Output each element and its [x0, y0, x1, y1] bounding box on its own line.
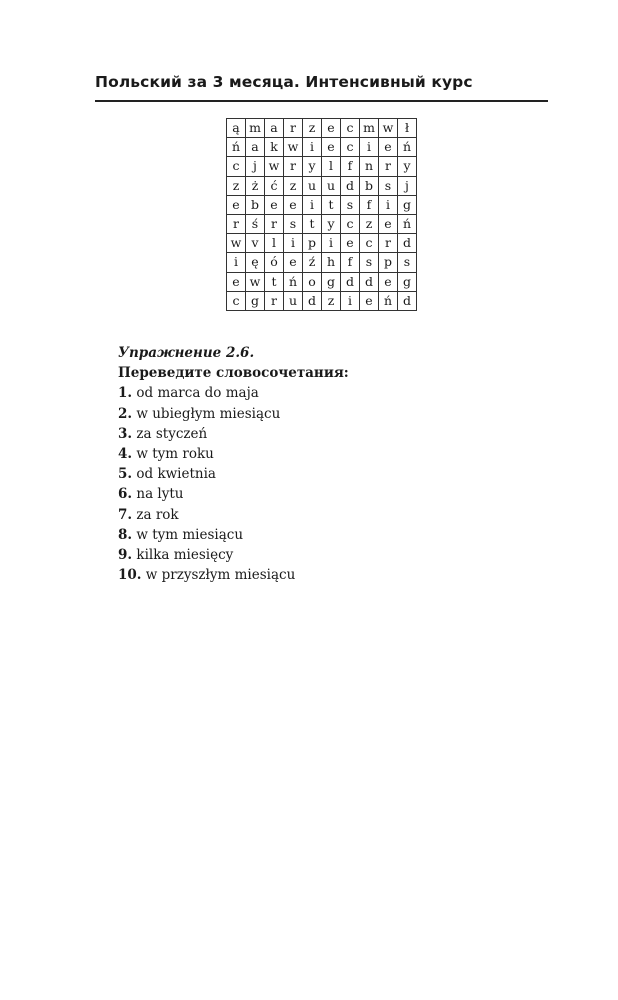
grid-cell: ł [398, 119, 417, 138]
list-item [118, 424, 349, 444]
list-item [118, 525, 349, 545]
grid-cell: w [284, 138, 303, 157]
grid-cell: u [284, 291, 303, 310]
grid-cell: i [303, 138, 322, 157]
grid-cell: f [360, 195, 379, 214]
grid-cell: n [360, 157, 379, 176]
grid-cell: a [265, 119, 284, 138]
grid-cell: r [265, 214, 284, 233]
grid-cell: g [322, 272, 341, 291]
item-number: 4. [118, 446, 133, 463]
grid-cell: t [303, 214, 322, 233]
grid-cell: y [322, 214, 341, 233]
grid-cell: ą [227, 119, 246, 138]
grid-cell: e [265, 195, 284, 214]
item-number: 10. [118, 567, 142, 584]
grid-row [227, 119, 417, 138]
grid-cell: c [341, 138, 360, 157]
grid-cell: z [322, 291, 341, 310]
grid-cell: u [322, 176, 341, 195]
grid-cell: f [341, 253, 360, 272]
grid-cell: ń [398, 214, 417, 233]
word-search-grid [226, 118, 417, 311]
list-item [118, 545, 349, 565]
grid-cell: r [227, 214, 246, 233]
item-number: 8. [118, 526, 133, 543]
grid-cell: r [284, 119, 303, 138]
grid-cell: z [360, 214, 379, 233]
grid-cell: b [246, 195, 265, 214]
grid-cell: i [303, 195, 322, 214]
item-number: 6. [118, 486, 133, 503]
grid-cell: s [360, 253, 379, 272]
grid-cell: g [246, 291, 265, 310]
exercise-list [118, 383, 349, 585]
grid-row [227, 138, 417, 157]
grid-cell: ć [265, 176, 284, 195]
grid-cell: i [341, 291, 360, 310]
grid-cell: d [341, 272, 360, 291]
grid-cell: r [379, 157, 398, 176]
item-number: 5. [118, 466, 133, 483]
grid-row [227, 195, 417, 214]
grid-cell: c [360, 234, 379, 253]
grid-cell: c [341, 214, 360, 233]
grid-cell: z [284, 176, 303, 195]
exercise [118, 343, 349, 585]
grid-cell: e [379, 138, 398, 157]
list-item [118, 505, 349, 525]
grid-cell: d [360, 272, 379, 291]
grid-cell: ó [265, 253, 284, 272]
item-text: w tym roku [136, 446, 214, 463]
grid-cell: ę [246, 253, 265, 272]
grid-cell: w [379, 119, 398, 138]
grid-cell: s [341, 195, 360, 214]
grid-cell: r [265, 291, 284, 310]
grid-cell: b [360, 176, 379, 195]
grid-cell: s [379, 176, 398, 195]
running-header: Польский за 3 месяца. Интенсивный курс [95, 73, 473, 91]
header-rule [95, 100, 548, 102]
grid-row [227, 272, 417, 291]
item-text: w ubiegłym miesiącu [136, 405, 281, 422]
grid-cell: g [398, 195, 417, 214]
grid-cell: ś [246, 214, 265, 233]
grid-cell: e [284, 253, 303, 272]
grid-row [227, 234, 417, 253]
grid-cell: l [265, 234, 284, 253]
grid-cell: o [303, 272, 322, 291]
item-number: 2. [118, 405, 133, 422]
grid-cell: p [379, 253, 398, 272]
grid-cell: l [322, 157, 341, 176]
grid-cell: w [227, 234, 246, 253]
list-item [118, 484, 349, 504]
grid-cell: e [360, 291, 379, 310]
item-text: za rok [136, 506, 179, 523]
exercise-title: Упражнение 2.6. [118, 345, 255, 361]
grid-cell: ń [398, 138, 417, 157]
grid-row [227, 291, 417, 310]
grid-cell: s [284, 214, 303, 233]
grid-cell: t [265, 272, 284, 291]
item-text: za styczeń [136, 425, 208, 442]
list-item [118, 383, 349, 403]
grid-cell: a [246, 138, 265, 157]
grid-cell: y [398, 157, 417, 176]
grid-cell: c [227, 291, 246, 310]
grid-cell: e [322, 119, 341, 138]
grid-cell: i [322, 234, 341, 253]
grid-cell: z [227, 176, 246, 195]
item-text: od marca do maja [136, 385, 259, 402]
grid-cell: r [284, 157, 303, 176]
item-text: kilka miesięcy [136, 547, 234, 564]
grid-cell: ń [379, 291, 398, 310]
item-number: 3. [118, 425, 133, 442]
grid-cell: i [284, 234, 303, 253]
grid-row [227, 176, 417, 195]
grid-cell: d [398, 291, 417, 310]
item-number: 1. [118, 385, 133, 402]
grid-cell: c [341, 119, 360, 138]
grid-cell: c [227, 157, 246, 176]
grid-cell: e [227, 195, 246, 214]
grid-cell: j [246, 157, 265, 176]
grid-cell: t [322, 195, 341, 214]
grid-cell: u [303, 176, 322, 195]
grid-cell: v [246, 234, 265, 253]
grid-cell: w [265, 157, 284, 176]
grid-cell: d [341, 176, 360, 195]
grid-cell: r [379, 234, 398, 253]
grid-cell: e [322, 138, 341, 157]
grid-cell: ź [303, 253, 322, 272]
grid-cell: j [398, 176, 417, 195]
grid-cell: d [398, 234, 417, 253]
grid-cell: i [360, 138, 379, 157]
grid-cell: ń [227, 138, 246, 157]
grid-cell: g [398, 272, 417, 291]
grid-cell: i [379, 195, 398, 214]
grid-row [227, 253, 417, 272]
grid-cell: m [360, 119, 379, 138]
grid-cell: d [303, 291, 322, 310]
grid-cell: e [341, 234, 360, 253]
list-item [118, 464, 349, 484]
grid-cell: i [227, 253, 246, 272]
grid-cell: f [341, 157, 360, 176]
grid-cell: ń [284, 272, 303, 291]
grid-row [227, 214, 417, 233]
grid-cell: w [246, 272, 265, 291]
item-number: 7. [118, 506, 133, 523]
grid-cell: p [303, 234, 322, 253]
grid-cell: y [303, 157, 322, 176]
grid-cell: h [322, 253, 341, 272]
grid-cell: e [284, 195, 303, 214]
grid-cell: k [265, 138, 284, 157]
grid-cell: m [246, 119, 265, 138]
exercise-instruction: Переведите словосочетания: [118, 365, 349, 382]
item-text: od kwietnia [136, 466, 216, 483]
grid-cell: s [398, 253, 417, 272]
item-text: w tym miesiącu [136, 526, 244, 543]
grid-cell: e [379, 272, 398, 291]
list-item [118, 444, 349, 464]
item-text: w przyszłym miesiącu [145, 567, 296, 584]
list-item [118, 565, 349, 585]
grid-cell: ż [246, 176, 265, 195]
grid-cell: e [227, 272, 246, 291]
item-number: 9. [118, 547, 133, 564]
list-item [118, 404, 349, 424]
grid-row [227, 157, 417, 176]
grid-cell: z [303, 119, 322, 138]
item-text: na lytu [136, 486, 184, 503]
grid-cell: e [379, 214, 398, 233]
